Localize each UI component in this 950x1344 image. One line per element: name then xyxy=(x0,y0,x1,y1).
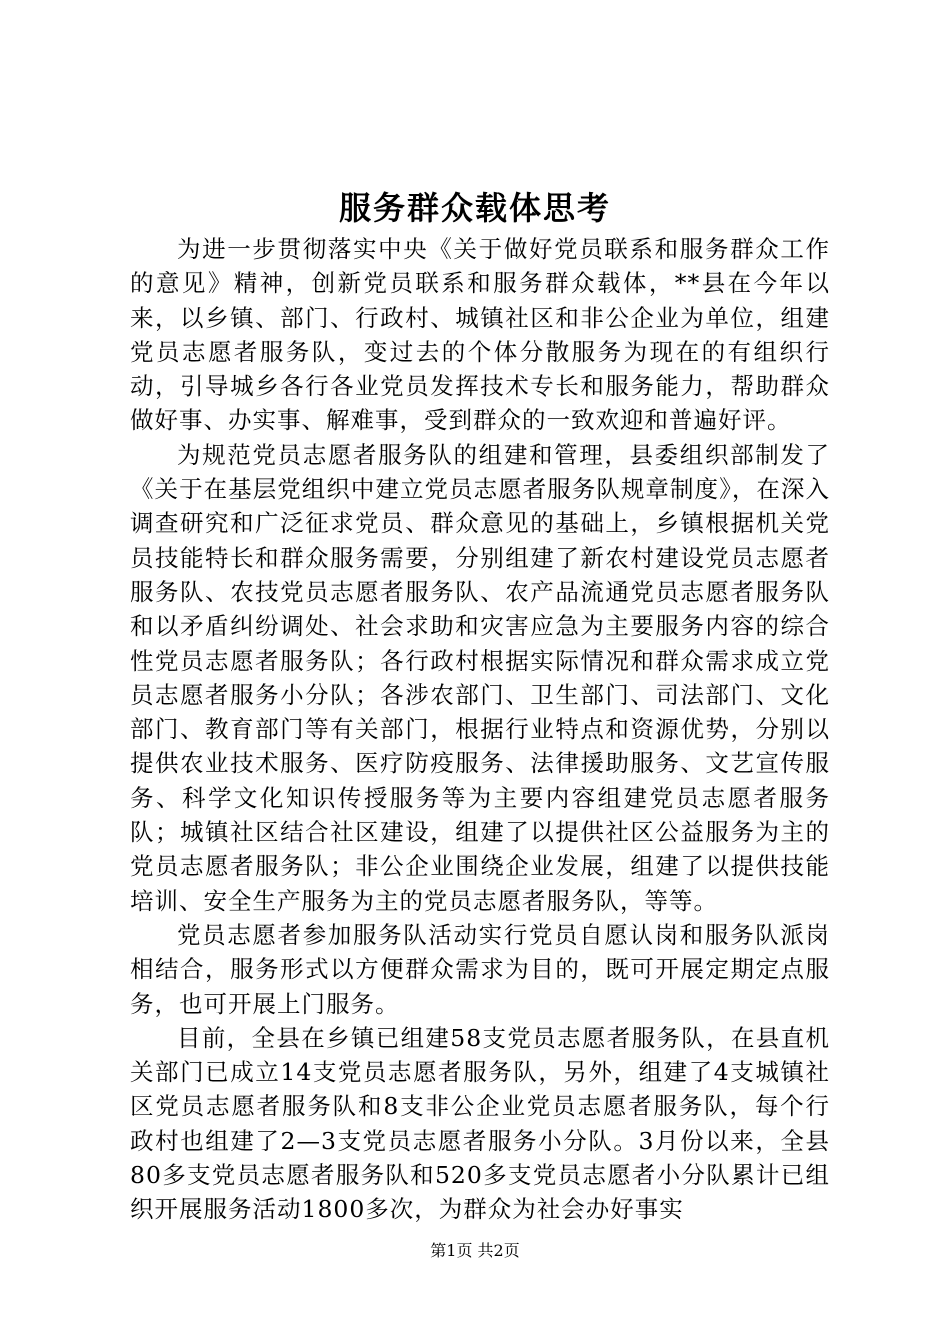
document-title: 服务群众载体思考 xyxy=(338,189,611,227)
page-number-footer: 第1页 共2页 xyxy=(430,1241,520,1260)
paragraph: 为规范党员志愿者服务队的组建和管理，县委组织部制发了《关于在基层党组织中建立党员志愿者服务队规章制度》，在深入调查研究和广泛征求党员、群众意见的基础上，乡镇根据机关党员技能特长和群众服务需要，分别组建了新农村建设党员志愿者服务队、农技党员志愿者服务队、农产品流通党员志愿者服务队和以矛盾纠纷调处、社会求助和灾害应急为主要服务内容的综合性党员志愿者服务队；各行政村根据实际情况和群众需求成立党员志愿者服务小分队；各涉农部门、卫生部门、司法部门、文化部门、教育部门等有关部门，根据行业特点和资源优势，分别以提供农业技术服务、医疗防疫服务、法律援助服务、文艺宣传服务、科学文化知识传授服务等为主要内容组建党员志愿者服务队；城镇社区结合社区建设，组建了以提供社区公益服务为主的党员志愿者服务队；非公企业围绕企业发展，组建了以提供技能培训、安全生产服务为主的党员志愿者服务队，等等。 xyxy=(130,440,830,915)
document-body xyxy=(130,232,830,1227)
paragraph: 为进一步贯彻落实中央《关于做好党员联系和服务群众工作的意见》精神，创新党员联系和服务群众载体，**县在今年以来，以乡镇、部门、行政村、城镇社区和非公企业为单位，组建党员志愿者服务队，变过去的个体分散服务为现在的有组织行动，引导城乡各行各业党员发挥技术专长和服务能力，帮助群众做好事、办实事、解难事，受到群众的一致欢迎和普遍好评。 xyxy=(130,235,830,435)
paragraph: 目前，全县在乡镇已组建58支党员志愿者服务队，在县直机关部门已成立14支党员志愿者服务队，另外，组建了4支城镇社区党员志愿者服务队和8支非公企业党员志愿者服务队，每个行政村也组建了2—3支党员志愿者服务小分队。3月份以来，全县80多支党员志愿者服务队和520多支党员志愿者小分队累计已组织开展服务活动1800多次，为群众为社会办好事实 xyxy=(130,1023,830,1224)
paragraph: 党员志愿者参加服务队活动实行党员自愿认岗和服务队派岗相结合，服务形式以方便群众需求为目的，既可开展定期定点服务，也可开展上门服务。 xyxy=(130,920,830,1018)
